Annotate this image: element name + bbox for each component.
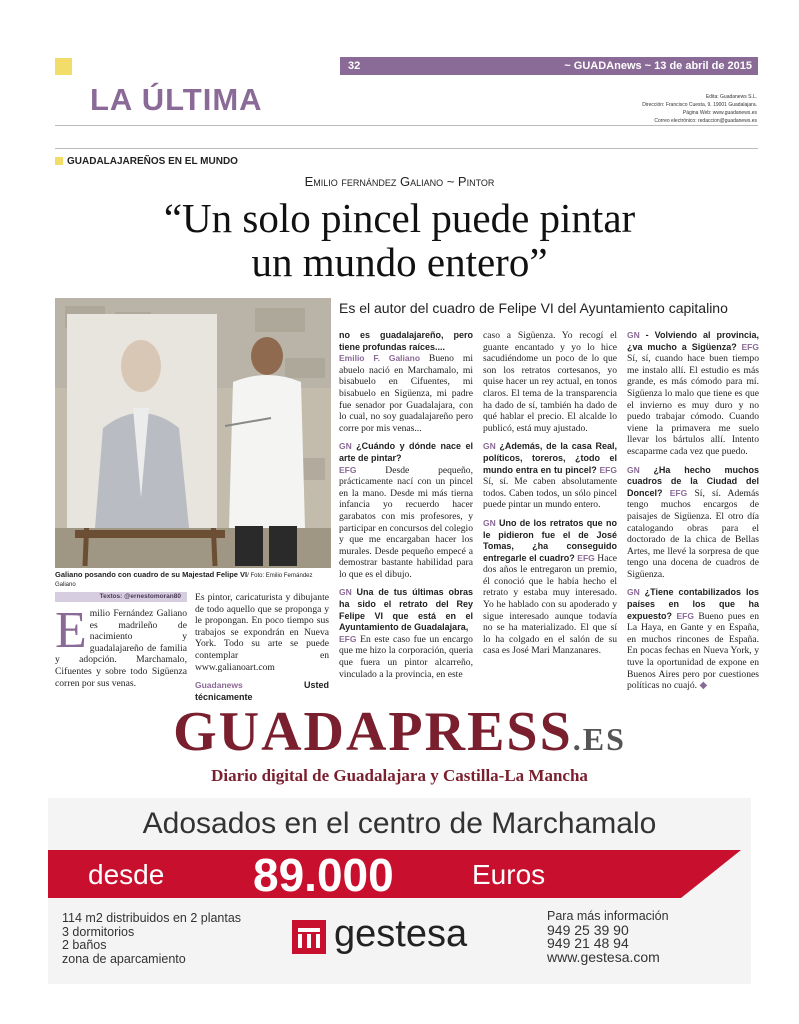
answer-text: Desde pequeño, prácticamente nací con un pincel en la mano. Desde mi más tierna infancia yo recuerdo hacer garabatos con mis profesores, y participar en concursos del colegio y que me encargaban hacer los murales. Desde pequeño empecé a demostrar bastante habilidad para lo que es el dibujo. [339, 464, 473, 580]
masthead-line: Correo electrónico: redaccion@guadanews.es [654, 118, 757, 124]
feature-item: zona de aparcamiento [62, 951, 186, 966]
header-rule [55, 125, 758, 126]
question-text: ¿Además, de la casa Real, políticos, toreros, ¿todo el mundo entra en tu pincel? [483, 441, 617, 475]
guadapress-logo[interactable] [0, 700, 799, 764]
paragraph [627, 330, 759, 458]
dropcap: E [55, 602, 87, 659]
answer-text: Bueno mi abuelo nació en Marchamalo, mi bisabuelo en Cifuentes, mi bisabuelo en Sigüenza, mi padre fue senador por Guadalajara, con lo cual, no soy guadalajareño pero corre por mis venas... [339, 353, 473, 434]
headline-line-2: un mundo entero” [251, 239, 548, 285]
kicker-square [55, 157, 63, 165]
section-title: LA ÚLTIMA [90, 82, 263, 117]
answer-text: Sí, sí, cuando hace buen tiempo me instalo allí. El estudio es más grande, es más cómodo para mí. Sigüenza lo malo que tiene es que el invierno es muy duro y no puedo trabajar cómodo. Cuando viene la primavera me suelo llevar los bártulos allí. Intento escaparme cada vez que puedo. [627, 353, 759, 457]
question-text: Uno de los retratos que no le pidieron fue el de José Tomas, ¿ha conseguido entregarle el cuadro? [483, 517, 617, 563]
gestesa-logo-text: gestesa [334, 913, 468, 955]
masthead [497, 93, 757, 125]
question-text: Usted técnicamente [195, 680, 329, 702]
column-4 [483, 330, 617, 664]
price-suffix: Euros [472, 859, 546, 890]
author-tag: Textos: @ernestomoran80 [55, 592, 187, 602]
question-text: ¿Cuándo y dónde nace el arte de pintar? [339, 441, 474, 463]
column-2 [195, 592, 329, 710]
feature-item: 3 dormitorios [62, 924, 135, 939]
masthead-line: Edita: Guadanews S.L. [705, 94, 757, 100]
website-link[interactable]: www.gestesa.com [547, 948, 660, 965]
header-yellow-square [55, 58, 72, 75]
phone-number[interactable]: 949 25 39 90 [547, 921, 629, 938]
phone-number[interactable]: 949 21 48 94 [547, 935, 629, 951]
paragraph [339, 330, 473, 434]
answer-tag: EFG [599, 464, 617, 475]
column-5 [627, 330, 759, 699]
paragraph [339, 441, 473, 580]
byline: Emilio fernández Galiano ~ Pintor [304, 174, 495, 189]
answer-tag: Emilio F. Galiano [339, 353, 421, 364]
contact-label: Para más información [547, 909, 669, 923]
guadapress-title: GUADAPRESS [173, 701, 573, 763]
caption-credit: / Foto: Emilio Fernández Galiano [55, 573, 313, 588]
paragraph: Es pintor, caricaturista y dibujante de todo aquello que se proponga y le propongan. En poco tiempo sus trabajos se expondrán en Nueva York. Todo su arte se puede contemplar en www.galianoart.com [195, 592, 329, 673]
question-text: no es guadalajareño, pero tiene profundas raíces.... [339, 330, 473, 352]
paragraph [627, 465, 759, 581]
answer-tag: EFG [339, 464, 357, 475]
ad-features [62, 912, 241, 966]
masthead-line: Dirección: Francisco Cuesta, 9. 19001 Guadalajara. [642, 102, 757, 108]
question-tag: GN [483, 517, 496, 528]
paragraph: caso a Sigüenza. Yo recogí el guante encantado y yo lo hice sacudiéndome un poco de lo que son los retratos cortesanos, yo quise hacer un rey actual, en tonos claros. El tema de la transparencia ha dado de sí, también ha dado de qué hablar el precio. El alcalde lo publicó, está muy ajustado. [483, 330, 617, 434]
answer-tag: EFG [577, 552, 595, 563]
photo-caption [55, 570, 331, 588]
feature-item: 114 m2 distribuidos en 2 plantas [62, 911, 242, 925]
column-3 [339, 330, 473, 687]
gestesa-mark-icon [292, 920, 326, 954]
photo-illustration [55, 298, 331, 568]
answer-text: Hace dos años le entregaron un premio, él conoció que le había hecho el retrato y estaba muy interesado. Yo he hablado con su apoderado y sigue interesado aunque todavía no se ha materializado. El que sí lo ha colgado en el salón de su casa es José Mari Manzanares. [483, 552, 617, 657]
question-text: - Volviendo al provincia, ¿va mucho a Sigüenza? [627, 330, 759, 352]
column-1 [55, 602, 187, 689]
question-text: ¿Ha hecho muchos cuadros de la Ciudad del Doncel? [627, 464, 760, 498]
ad-contact [547, 910, 669, 964]
question-text: ¿Tiene contabilizados los países en los que ha expuesto? [627, 587, 759, 621]
question-tag: GN [339, 441, 352, 452]
caption-text: Galiano posando con cuadro de su Majestad Felipe VI [55, 570, 248, 579]
paragraph [627, 587, 759, 691]
answer-text: En este caso fue un encargo que me hizo la corporación, queria que fuera un pintor alcarreño, vinculado a la provincia, en este [339, 633, 473, 680]
question-tag: GN [339, 587, 352, 598]
page-number: 32 [348, 60, 361, 72]
kicker-text: GUADALAJAREÑOS EN EL MUNDO [67, 156, 238, 167]
price-band [48, 849, 681, 901]
answer-text: Sí, sí. Me caben absolutamente todos. Caben todos, un sólo pincel puede pintar un mundo entero. [483, 476, 617, 511]
intro-text: milio Fernández Galiano es madrileño de nacimiento y guadalajareño de familia y adopción. Marchamalo, Cifuentes y sobre todo Sigüenza corren por sus venas. [55, 608, 187, 689]
answer-tag: EFG [669, 487, 688, 498]
question-text: Una de tus últimas obras ha sido el retrato del Rey Felipe VI que está en el Ayuntamiento de Guadalajara, [339, 587, 473, 633]
ad-headline: Adosados en el centro de Marchamalo [142, 807, 657, 840]
paragraph [339, 587, 473, 680]
kicker [55, 156, 238, 167]
question-tag: Guadanews [195, 680, 243, 691]
answer-text: Sí, sí. Además tengo muchos encargos de paisajes de Sigüenza. El otro día catalogando obras para el doctorado de la chica de Bellas Artes, me llevé la sorpresa de que tengo una docena de cuadros de Sigüenza. [627, 487, 759, 580]
header-rule-2 [55, 148, 758, 149]
question-tag: GN [483, 441, 496, 452]
price-band-tip [681, 850, 741, 898]
end-diamond-icon: ◆ [699, 680, 708, 692]
question-tag: GN [627, 464, 640, 475]
date-line: ~ GUADAnews ~ 13 de abril de 2015 [564, 60, 752, 72]
headline [0, 196, 799, 284]
price-value: 89.000 [253, 849, 394, 901]
price-prefix: desde [88, 859, 165, 890]
subhead: Es el autor del cuadro de Felipe VI del Ayuntamiento capitalino [339, 300, 728, 316]
question-tag: GN [627, 587, 640, 598]
answer-text: Bueno pues en La Haya, en Gante y en España, en muchos rincones de España. En pocas fechas en Nueva York, y tuve la oportunidad de expone en Buenos Aires pero por cuestiones políticas no cuajó. [627, 610, 759, 692]
paragraph [483, 441, 617, 511]
header-bar [340, 57, 758, 75]
headline-line-1: “Un solo pincel puede pintar [163, 195, 636, 241]
answer-tag: EFG [339, 633, 357, 644]
paragraph [483, 518, 617, 657]
answer-tag: EFG [676, 610, 694, 621]
question-tag: GN [627, 330, 640, 340]
guadapress-subtitle: Diario digital de Guadalajara y Castilla-La Mancha [211, 766, 588, 785]
article-photo [55, 298, 331, 568]
feature-item: 2 baños [62, 938, 107, 952]
masthead-line: Página Web: www.guadanews.es [682, 110, 757, 116]
answer-tag: EFG [741, 341, 759, 352]
guadapress-suffix: .ES [572, 721, 626, 757]
